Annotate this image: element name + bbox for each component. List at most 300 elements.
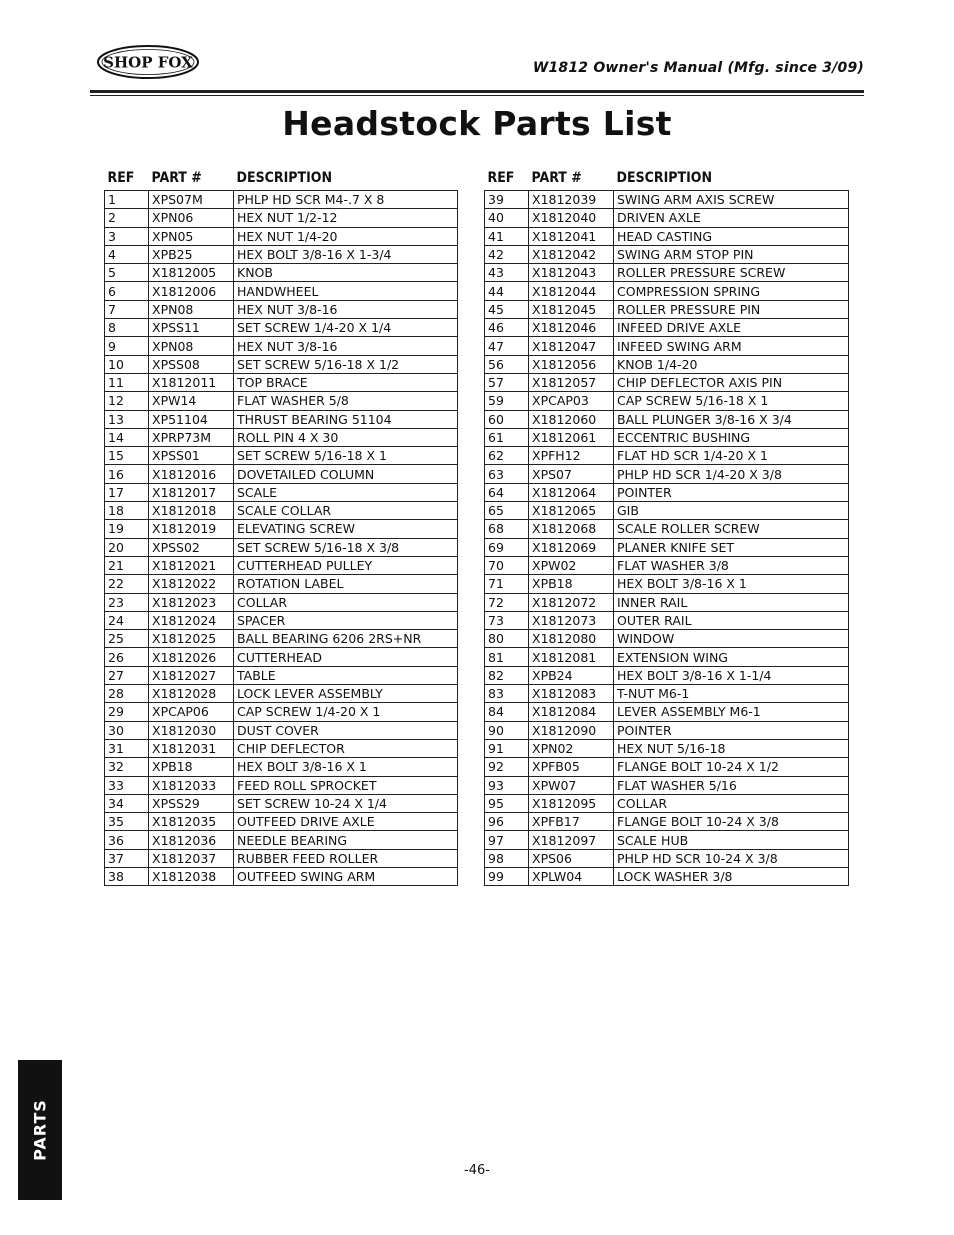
shop-fox-logo bbox=[96, 44, 200, 80]
table-row bbox=[485, 410, 849, 428]
description-cell: HEX BOLT 3/8-16 X 1 bbox=[234, 758, 458, 776]
description-cell: PHLP HD SCR 10-24 X 3/8 bbox=[614, 849, 849, 867]
page-title: Headstock Parts List bbox=[282, 104, 672, 143]
part-number-cell: X1812097 bbox=[529, 831, 614, 849]
table-row bbox=[105, 520, 458, 538]
parts-table-left bbox=[104, 168, 458, 886]
part-number-cell: X1812057 bbox=[529, 373, 614, 391]
ref-cell: 42 bbox=[485, 245, 529, 263]
description-cell: HEX BOLT 3/8-16 X 1-1/4 bbox=[614, 666, 849, 684]
ref-cell: 90 bbox=[485, 721, 529, 739]
description-cell: CAP SCREW 5/16-18 X 1 bbox=[614, 392, 849, 410]
ref-cell: 71 bbox=[485, 575, 529, 593]
description-cell: LOCK WASHER 3/8 bbox=[614, 867, 849, 885]
parts-section-tab bbox=[18, 1060, 62, 1200]
table-row bbox=[485, 794, 849, 812]
table-row bbox=[485, 337, 849, 355]
description-cell: ECCENTRIC BUSHING bbox=[614, 428, 849, 446]
table-row bbox=[105, 245, 458, 263]
part-number-cell: X1812037 bbox=[149, 849, 234, 867]
table-row bbox=[105, 227, 458, 245]
description-cell: RUBBER FEED ROLLER bbox=[234, 849, 458, 867]
part-number-cell: X1812064 bbox=[529, 483, 614, 501]
table-row bbox=[105, 666, 458, 684]
part-number-cell: X1812021 bbox=[149, 556, 234, 574]
ref-cell: 3 bbox=[105, 227, 149, 245]
ref-cell: 16 bbox=[105, 465, 149, 483]
ref-cell: 31 bbox=[105, 739, 149, 757]
ref-cell: 1 bbox=[105, 191, 149, 209]
part-number-cell: X1812041 bbox=[529, 227, 614, 245]
part-number-cell: XPS06 bbox=[529, 849, 614, 867]
ref-cell: 15 bbox=[105, 447, 149, 465]
table-row bbox=[485, 685, 849, 703]
table-row bbox=[485, 739, 849, 757]
table-row bbox=[485, 428, 849, 446]
table-header-row bbox=[105, 168, 458, 191]
part-number-cell: XPCAP06 bbox=[149, 703, 234, 721]
part-number-cell: XPN06 bbox=[149, 209, 234, 227]
table-row bbox=[105, 502, 458, 520]
table-row bbox=[105, 465, 458, 483]
description-cell: SET SCREW 10-24 X 1/4 bbox=[234, 794, 458, 812]
table-row bbox=[485, 282, 849, 300]
description-cell: FEED ROLL SPROCKET bbox=[234, 776, 458, 794]
part-number-cell: X1812018 bbox=[149, 502, 234, 520]
part-number-cell: X1812044 bbox=[529, 282, 614, 300]
part-number-cell: XPB18 bbox=[529, 575, 614, 593]
table-row bbox=[105, 685, 458, 703]
part-number-cell: XPSS08 bbox=[149, 355, 234, 373]
description-cell: NEEDLE BEARING bbox=[234, 831, 458, 849]
part-number-cell: X1812027 bbox=[149, 666, 234, 684]
description-cell: HEX NUT 3/8-16 bbox=[234, 300, 458, 318]
table-row bbox=[105, 575, 458, 593]
part-number-cell: XPW02 bbox=[529, 556, 614, 574]
table-row bbox=[105, 319, 458, 337]
description-cell: CHIP DEFLECTOR bbox=[234, 739, 458, 757]
part-number-cell: X1812024 bbox=[149, 611, 234, 629]
part-number-cell: XPB18 bbox=[149, 758, 234, 776]
ref-cell: 8 bbox=[105, 319, 149, 337]
ref-cell: 20 bbox=[105, 538, 149, 556]
part-number-cell: X1812072 bbox=[529, 593, 614, 611]
part-number-cell: X1812069 bbox=[529, 538, 614, 556]
ref-cell: 23 bbox=[105, 593, 149, 611]
description-cell: OUTFEED SWING ARM bbox=[234, 867, 458, 885]
description-cell: COLLAR bbox=[614, 794, 849, 812]
part-number-cell: X1812033 bbox=[149, 776, 234, 794]
ref-cell: 46 bbox=[485, 319, 529, 337]
ref-cell: 47 bbox=[485, 337, 529, 355]
part-number-cell: X1812023 bbox=[149, 593, 234, 611]
ref-cell: 6 bbox=[105, 282, 149, 300]
description-cell: SCALE HUB bbox=[614, 831, 849, 849]
description-cell: HEX BOLT 3/8-16 X 1 bbox=[614, 575, 849, 593]
ref-cell: 22 bbox=[105, 575, 149, 593]
ref-cell: 9 bbox=[105, 337, 149, 355]
part-number-cell: X1812084 bbox=[529, 703, 614, 721]
part-number-cell: XPSS02 bbox=[149, 538, 234, 556]
ref-cell: 92 bbox=[485, 758, 529, 776]
part-number-cell: X1812056 bbox=[529, 355, 614, 373]
part-number-cell: XP51104 bbox=[149, 410, 234, 428]
part-number-cell: X1812045 bbox=[529, 300, 614, 318]
description-cell: COLLAR bbox=[234, 593, 458, 611]
table-row bbox=[105, 758, 458, 776]
description-cell: ROLLER PRESSURE PIN bbox=[614, 300, 849, 318]
description-cell: OUTER RAIL bbox=[614, 611, 849, 629]
part-number-cell: XPS07M bbox=[149, 191, 234, 209]
table-row bbox=[105, 703, 458, 721]
description-cell: CAP SCREW 1/4-20 X 1 bbox=[234, 703, 458, 721]
ref-cell: 95 bbox=[485, 794, 529, 812]
ref-cell: 4 bbox=[105, 245, 149, 263]
table-row bbox=[485, 502, 849, 520]
description-cell: BALL PLUNGER 3/8-16 X 3/4 bbox=[614, 410, 849, 428]
description-cell: COMPRESSION SPRING bbox=[614, 282, 849, 300]
ref-cell: 34 bbox=[105, 794, 149, 812]
part-number-cell: XPN08 bbox=[149, 300, 234, 318]
description-cell: THRUST BEARING 51104 bbox=[234, 410, 458, 428]
ref-cell: 19 bbox=[105, 520, 149, 538]
ref-cell: 2 bbox=[105, 209, 149, 227]
header-rule bbox=[90, 90, 864, 93]
table-row bbox=[105, 849, 458, 867]
ref-cell: 98 bbox=[485, 849, 529, 867]
description-cell: ROLLER PRESSURE SCREW bbox=[614, 264, 849, 282]
table-row bbox=[485, 245, 849, 263]
description-cell: SCALE bbox=[234, 483, 458, 501]
table-row bbox=[485, 666, 849, 684]
ref-cell: 82 bbox=[485, 666, 529, 684]
table-row bbox=[485, 611, 849, 629]
part-number-cell: XPB25 bbox=[149, 245, 234, 263]
table-row bbox=[105, 209, 458, 227]
part-number-cell: X1812028 bbox=[149, 685, 234, 703]
table-row bbox=[105, 648, 458, 666]
table-row bbox=[485, 392, 849, 410]
table-row bbox=[105, 813, 458, 831]
table-row bbox=[485, 630, 849, 648]
description-cell: FLAT HD SCR 1/4-20 X 1 bbox=[614, 447, 849, 465]
description-cell: TOP BRACE bbox=[234, 373, 458, 391]
description-cell: INFEED SWING ARM bbox=[614, 337, 849, 355]
description-cell: ROLL PIN 4 X 30 bbox=[234, 428, 458, 446]
ref-cell: 27 bbox=[105, 666, 149, 684]
ref-cell: 84 bbox=[485, 703, 529, 721]
ref-cell: 59 bbox=[485, 392, 529, 410]
ref-cell: 37 bbox=[105, 849, 149, 867]
description-cell: LEVER ASSEMBLY M6-1 bbox=[614, 703, 849, 721]
description-cell: DUST COVER bbox=[234, 721, 458, 739]
part-number-cell: X1812068 bbox=[529, 520, 614, 538]
svg-text:SHOP FOX: SHOP FOX bbox=[103, 53, 193, 72]
description-cell: SET SCREW 1/4-20 X 1/4 bbox=[234, 319, 458, 337]
description-cell: HEX NUT 3/8-16 bbox=[234, 337, 458, 355]
part-column-header: PART # bbox=[151, 170, 202, 186]
part-number-cell: X1812022 bbox=[149, 575, 234, 593]
description-cell: BALL BEARING 6206 2RS+NR bbox=[234, 630, 458, 648]
part-number-cell: XPSS11 bbox=[149, 319, 234, 337]
part-number-cell: X1812083 bbox=[529, 685, 614, 703]
part-number-cell: X1812081 bbox=[529, 648, 614, 666]
description-cell: DOVETAILED COLUMN bbox=[234, 465, 458, 483]
table-row bbox=[485, 849, 849, 867]
description-cell: FLAT WASHER 5/16 bbox=[614, 776, 849, 794]
description-cell: HEX NUT 5/16-18 bbox=[614, 739, 849, 757]
manual-title: W1812 Owner's Manual (Mfg. since 3/09) bbox=[532, 60, 864, 76]
table-row bbox=[485, 758, 849, 776]
part-number-cell: X1812046 bbox=[529, 319, 614, 337]
ref-cell: 73 bbox=[485, 611, 529, 629]
ref-cell: 24 bbox=[105, 611, 149, 629]
ref-cell: 45 bbox=[485, 300, 529, 318]
table-row bbox=[105, 794, 458, 812]
part-number-cell: X1812035 bbox=[149, 813, 234, 831]
table-header-row bbox=[485, 168, 849, 191]
ref-cell: 5 bbox=[105, 264, 149, 282]
description-cell: SCALE ROLLER SCREW bbox=[614, 520, 849, 538]
table-row bbox=[485, 593, 849, 611]
part-number-cell: X1812031 bbox=[149, 739, 234, 757]
description-cell: PHLP HD SCR 1/4-20 X 3/8 bbox=[614, 465, 849, 483]
ref-column-header: REF bbox=[487, 170, 515, 186]
table-row bbox=[105, 483, 458, 501]
part-number-cell: XPLW04 bbox=[529, 867, 614, 885]
table-row bbox=[485, 447, 849, 465]
table-row bbox=[485, 867, 849, 885]
table-row bbox=[105, 739, 458, 757]
description-cell: SWING ARM AXIS SCREW bbox=[614, 191, 849, 209]
table-row bbox=[105, 355, 458, 373]
ref-cell: 21 bbox=[105, 556, 149, 574]
description-cell: DRIVEN AXLE bbox=[614, 209, 849, 227]
part-number-cell: X1812042 bbox=[529, 245, 614, 263]
description-cell: SET SCREW 5/16-18 X 1/2 bbox=[234, 355, 458, 373]
description-cell: ELEVATING SCREW bbox=[234, 520, 458, 538]
ref-cell: 17 bbox=[105, 483, 149, 501]
part-number-cell: X1812016 bbox=[149, 465, 234, 483]
ref-cell: 43 bbox=[485, 264, 529, 282]
table-row bbox=[485, 483, 849, 501]
ref-cell: 25 bbox=[105, 630, 149, 648]
table-row bbox=[485, 227, 849, 245]
ref-cell: 35 bbox=[105, 813, 149, 831]
ref-cell: 12 bbox=[105, 392, 149, 410]
ref-cell: 80 bbox=[485, 630, 529, 648]
description-column-header: DESCRIPTION bbox=[616, 170, 713, 186]
table-row bbox=[105, 337, 458, 355]
table-row bbox=[485, 191, 849, 209]
part-number-cell: X1812060 bbox=[529, 410, 614, 428]
table-row bbox=[485, 355, 849, 373]
table-row bbox=[105, 300, 458, 318]
table-row bbox=[105, 776, 458, 794]
page-number: -46- bbox=[464, 1163, 490, 1178]
table-row bbox=[485, 520, 849, 538]
description-cell: GIB bbox=[614, 502, 849, 520]
ref-cell: 13 bbox=[105, 410, 149, 428]
ref-cell: 28 bbox=[105, 685, 149, 703]
part-number-cell: X1812080 bbox=[529, 630, 614, 648]
ref-cell: 63 bbox=[485, 465, 529, 483]
ref-column-header: REF bbox=[107, 170, 135, 186]
description-cell: KNOB bbox=[234, 264, 458, 282]
table-row bbox=[105, 556, 458, 574]
description-cell: ROTATION LABEL bbox=[234, 575, 458, 593]
table-row bbox=[485, 373, 849, 391]
ref-cell: 65 bbox=[485, 502, 529, 520]
section-tab-label: PARTS bbox=[30, 1099, 50, 1161]
description-cell: SCALE COLLAR bbox=[234, 502, 458, 520]
ref-cell: 40 bbox=[485, 209, 529, 227]
description-cell: CHIP DEFLECTOR AXIS PIN bbox=[614, 373, 849, 391]
table-row bbox=[485, 538, 849, 556]
ref-cell: 7 bbox=[105, 300, 149, 318]
table-row bbox=[105, 392, 458, 410]
ref-cell: 30 bbox=[105, 721, 149, 739]
description-cell: EXTENSION WING bbox=[614, 648, 849, 666]
description-cell: CUTTERHEAD bbox=[234, 648, 458, 666]
ref-cell: 33 bbox=[105, 776, 149, 794]
ref-cell: 41 bbox=[485, 227, 529, 245]
ref-cell: 29 bbox=[105, 703, 149, 721]
part-number-cell: XPFB05 bbox=[529, 758, 614, 776]
table-row bbox=[105, 867, 458, 885]
description-cell: FLAT WASHER 3/8 bbox=[614, 556, 849, 574]
description-cell: HEX BOLT 3/8-16 X 1-3/4 bbox=[234, 245, 458, 263]
description-cell: OUTFEED DRIVE AXLE bbox=[234, 813, 458, 831]
description-cell: SPACER bbox=[234, 611, 458, 629]
part-number-cell: XPN08 bbox=[149, 337, 234, 355]
ref-cell: 83 bbox=[485, 685, 529, 703]
part-number-cell: X1812006 bbox=[149, 282, 234, 300]
part-number-cell: X1812040 bbox=[529, 209, 614, 227]
table-row bbox=[485, 776, 849, 794]
ref-cell: 56 bbox=[485, 355, 529, 373]
table-row bbox=[105, 428, 458, 446]
description-cell: PLANER KNIFE SET bbox=[614, 538, 849, 556]
table-row bbox=[485, 703, 849, 721]
part-number-cell: X1812043 bbox=[529, 264, 614, 282]
part-number-cell: X1812047 bbox=[529, 337, 614, 355]
description-cell: HEAD CASTING bbox=[614, 227, 849, 245]
ref-cell: 10 bbox=[105, 355, 149, 373]
table-row bbox=[105, 538, 458, 556]
part-number-cell: X1812038 bbox=[149, 867, 234, 885]
table-row bbox=[485, 813, 849, 831]
description-cell: CUTTERHEAD PULLEY bbox=[234, 556, 458, 574]
table-row bbox=[105, 373, 458, 391]
part-number-cell: XPSS29 bbox=[149, 794, 234, 812]
ref-cell: 36 bbox=[105, 831, 149, 849]
ref-cell: 11 bbox=[105, 373, 149, 391]
description-cell: FLANGE BOLT 10-24 X 1/2 bbox=[614, 758, 849, 776]
ref-cell: 14 bbox=[105, 428, 149, 446]
ref-cell: 61 bbox=[485, 428, 529, 446]
description-cell: FLANGE BOLT 10-24 X 3/8 bbox=[614, 813, 849, 831]
part-number-cell: X1812025 bbox=[149, 630, 234, 648]
part-number-cell: X1812061 bbox=[529, 428, 614, 446]
part-number-cell: XPW14 bbox=[149, 392, 234, 410]
ref-cell: 60 bbox=[485, 410, 529, 428]
ref-cell: 64 bbox=[485, 483, 529, 501]
table-row bbox=[105, 264, 458, 282]
part-number-cell: X1812030 bbox=[149, 721, 234, 739]
table-row bbox=[485, 831, 849, 849]
ref-cell: 70 bbox=[485, 556, 529, 574]
description-cell: T-NUT M6-1 bbox=[614, 685, 849, 703]
description-cell: LOCK LEVER ASSEMBLY bbox=[234, 685, 458, 703]
part-number-cell: X1812026 bbox=[149, 648, 234, 666]
table-row bbox=[105, 611, 458, 629]
part-column-header: PART # bbox=[531, 170, 582, 186]
description-cell: PHLP HD SCR M4-.7 X 8 bbox=[234, 191, 458, 209]
ref-cell: 18 bbox=[105, 502, 149, 520]
table-row bbox=[485, 575, 849, 593]
part-number-cell: X1812095 bbox=[529, 794, 614, 812]
ref-cell: 93 bbox=[485, 776, 529, 794]
description-cell: HANDWHEEL bbox=[234, 282, 458, 300]
ref-cell: 44 bbox=[485, 282, 529, 300]
description-cell: POINTER bbox=[614, 721, 849, 739]
ref-cell: 96 bbox=[485, 813, 529, 831]
table-row bbox=[105, 831, 458, 849]
description-cell: SET SCREW 5/16-18 X 1 bbox=[234, 447, 458, 465]
part-number-cell: X1812019 bbox=[149, 520, 234, 538]
table-row bbox=[485, 319, 849, 337]
part-number-cell: XPW07 bbox=[529, 776, 614, 794]
part-number-cell: XPCAP03 bbox=[529, 392, 614, 410]
part-number-cell: X1812011 bbox=[149, 373, 234, 391]
part-number-cell: XPB24 bbox=[529, 666, 614, 684]
table-row bbox=[105, 721, 458, 739]
part-number-cell: XPFB17 bbox=[529, 813, 614, 831]
header-rule-thin bbox=[90, 95, 864, 96]
ref-cell: 57 bbox=[485, 373, 529, 391]
table-row bbox=[485, 264, 849, 282]
ref-cell: 97 bbox=[485, 831, 529, 849]
description-column-header: DESCRIPTION bbox=[236, 170, 333, 186]
ref-cell: 81 bbox=[485, 648, 529, 666]
description-cell: POINTER bbox=[614, 483, 849, 501]
ref-cell: 26 bbox=[105, 648, 149, 666]
table-row bbox=[485, 465, 849, 483]
ref-cell: 38 bbox=[105, 867, 149, 885]
part-number-cell: X1812065 bbox=[529, 502, 614, 520]
table-row bbox=[485, 209, 849, 227]
part-number-cell: X1812039 bbox=[529, 191, 614, 209]
table-row bbox=[105, 593, 458, 611]
part-number-cell: XPN02 bbox=[529, 739, 614, 757]
description-cell: TABLE bbox=[234, 666, 458, 684]
description-cell: FLAT WASHER 5/8 bbox=[234, 392, 458, 410]
table-row bbox=[105, 447, 458, 465]
description-cell: WINDOW bbox=[614, 630, 849, 648]
ref-cell: 62 bbox=[485, 447, 529, 465]
part-number-cell: XPS07 bbox=[529, 465, 614, 483]
part-number-cell: X1812090 bbox=[529, 721, 614, 739]
part-number-cell: X1812073 bbox=[529, 611, 614, 629]
ref-cell: 39 bbox=[485, 191, 529, 209]
part-number-cell: XPRP73M bbox=[149, 428, 234, 446]
table-row bbox=[485, 300, 849, 318]
parts-table-right bbox=[484, 168, 849, 886]
ref-cell: 68 bbox=[485, 520, 529, 538]
description-cell: SET SCREW 5/16-18 X 3/8 bbox=[234, 538, 458, 556]
ref-cell: 69 bbox=[485, 538, 529, 556]
